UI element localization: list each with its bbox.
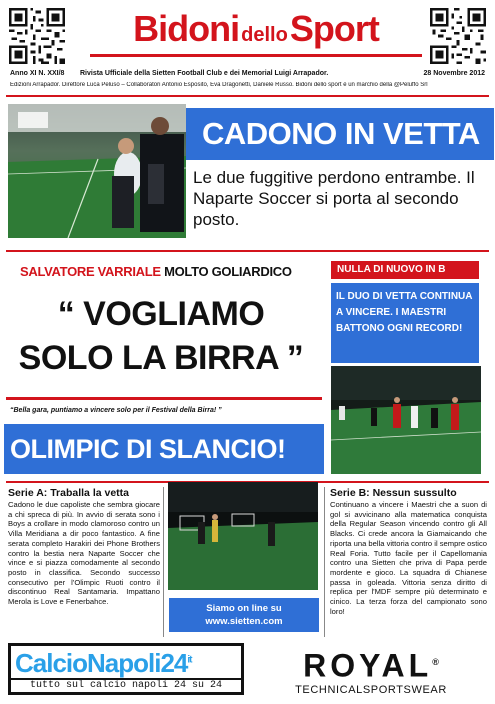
serie-b-title: Serie B: Nessun sussulto <box>330 487 457 499</box>
issue-meta-row <box>10 70 485 82</box>
interview-caption: “Bella gara, puntiamo a vincere solo per il Festival della Birra! ” <box>10 407 222 414</box>
match-photo-center <box>168 482 318 590</box>
credits-line: Edizioni Arrapador. Direttore Luca Peluso – Collaboratori Antonio Esposito, Eva Dragonetti, Daniele Russo. Bidoni dello sport è un marchio della @Peluffo Srl <box>10 82 428 88</box>
registered-mark: ® <box>432 657 439 667</box>
olimpic-headline: OLIMPIC DI SLANCIO! <box>4 424 324 474</box>
sidebar-tag: NULLA DI NUOVO IN B <box>331 261 479 279</box>
divider <box>6 250 489 252</box>
divider <box>6 95 489 97</box>
interview-kicker <box>20 264 292 279</box>
masthead-word-2: dello <box>241 24 288 46</box>
website-link[interactable]: www.sietten.com <box>205 616 283 627</box>
sidebar-headline: IL DUO DI VETTA CONTINUA A VINCERE. I MAESTRI BATTONO OGNI RECORD! <box>331 283 479 363</box>
calcionapoli24-logo-suffix: it <box>187 654 192 666</box>
serie-a-body: Cadono le due capoliste che sembra giocare a chi spreca di più. In avvio di serata sono i Boys a crollare in modo clamoroso contro un Villa Meridiana a dir poco fantastico. A fine serata completo Harakiri dei Phone Brothers contro la bestia nera Naparte Soccer che vince e si piazza comodamente al secondo posto in classifica. Secondo successo consecutivo per l'Olimpic Ruoti contro il discontinuo Real Santamaria. Impattano Merola is Love e Fenerbahce. <box>8 500 160 607</box>
interview-kicker-name: SALVATORE VARRIALE <box>20 264 161 279</box>
issue-number: Anno XI N. XXI/8 <box>10 70 65 77</box>
divider <box>6 397 322 400</box>
publication-subtitle: Rivista Ufficiale della Sietten Football Club e dei Memorial Luigi Arrapador. <box>80 70 329 77</box>
royal-logo <box>254 645 488 683</box>
divider <box>163 487 164 637</box>
royal-ad[interactable] <box>254 645 488 695</box>
interview-kicker-rest: MOLTO GOLIARDICO <box>164 264 292 279</box>
royal-tagline: TECHNICALSPORTSWEAR <box>295 683 447 696</box>
royal-logo-text: ROYAL <box>303 647 433 684</box>
masthead-word-3: Sport <box>289 8 379 49</box>
masthead-logo <box>90 8 422 56</box>
masthead-word-1: Bidoni <box>133 8 240 49</box>
online-banner-line: Siamo on line su <box>206 603 282 614</box>
calcionapoli24-logo-text: CalcioNapoli24 <box>15 648 188 678</box>
online-banner[interactable] <box>169 598 319 632</box>
lead-text: Le due fuggitive perdono entrambe. Il Naparte Soccer si porta al secondo posto. <box>193 168 475 229</box>
quote-line: “ VOGLIAMO <box>57 295 265 333</box>
lead-photo <box>8 104 186 238</box>
lead-headline: CADONO IN VETTA <box>186 108 494 160</box>
divider <box>324 487 325 637</box>
match-photo-serie-b <box>331 366 481 474</box>
serie-a-title: Serie A: Traballa la vetta <box>8 487 130 499</box>
calcionapoli24-ad[interactable] <box>8 643 244 695</box>
calcionapoli24-logo <box>15 648 192 679</box>
quote-line: SOLO LA BIRRA ” <box>18 339 304 377</box>
interview-quote <box>6 292 316 380</box>
qr-code-icon[interactable] <box>430 8 486 64</box>
serie-b-body: Continuano a vincere i Maestri che a suon di gol si avvicinano alla matematica conquista della Regular Season vincendo contro gli All Blacks. Ci crede ancora la Giamaicando che riporta una bella vittoria contro il sempre ostico Real Foria. Tutto facile per il Capellomania contro una Sietten che priva di Papa perde mordente e gioco. La squadra di Chianese passa in goleada. Vittoria senza diritto di replica per l'MDF sempre più determinato e cinico. La terza forza del campionato sono loro! <box>330 500 488 616</box>
qr-code-icon[interactable] <box>9 8 65 64</box>
calcionapoli24-tagline: tutto sul calcio napoli 24 su 24 <box>11 678 241 692</box>
issue-date: 28 Novembre 2012 <box>423 70 485 77</box>
masthead-underline <box>90 54 422 57</box>
